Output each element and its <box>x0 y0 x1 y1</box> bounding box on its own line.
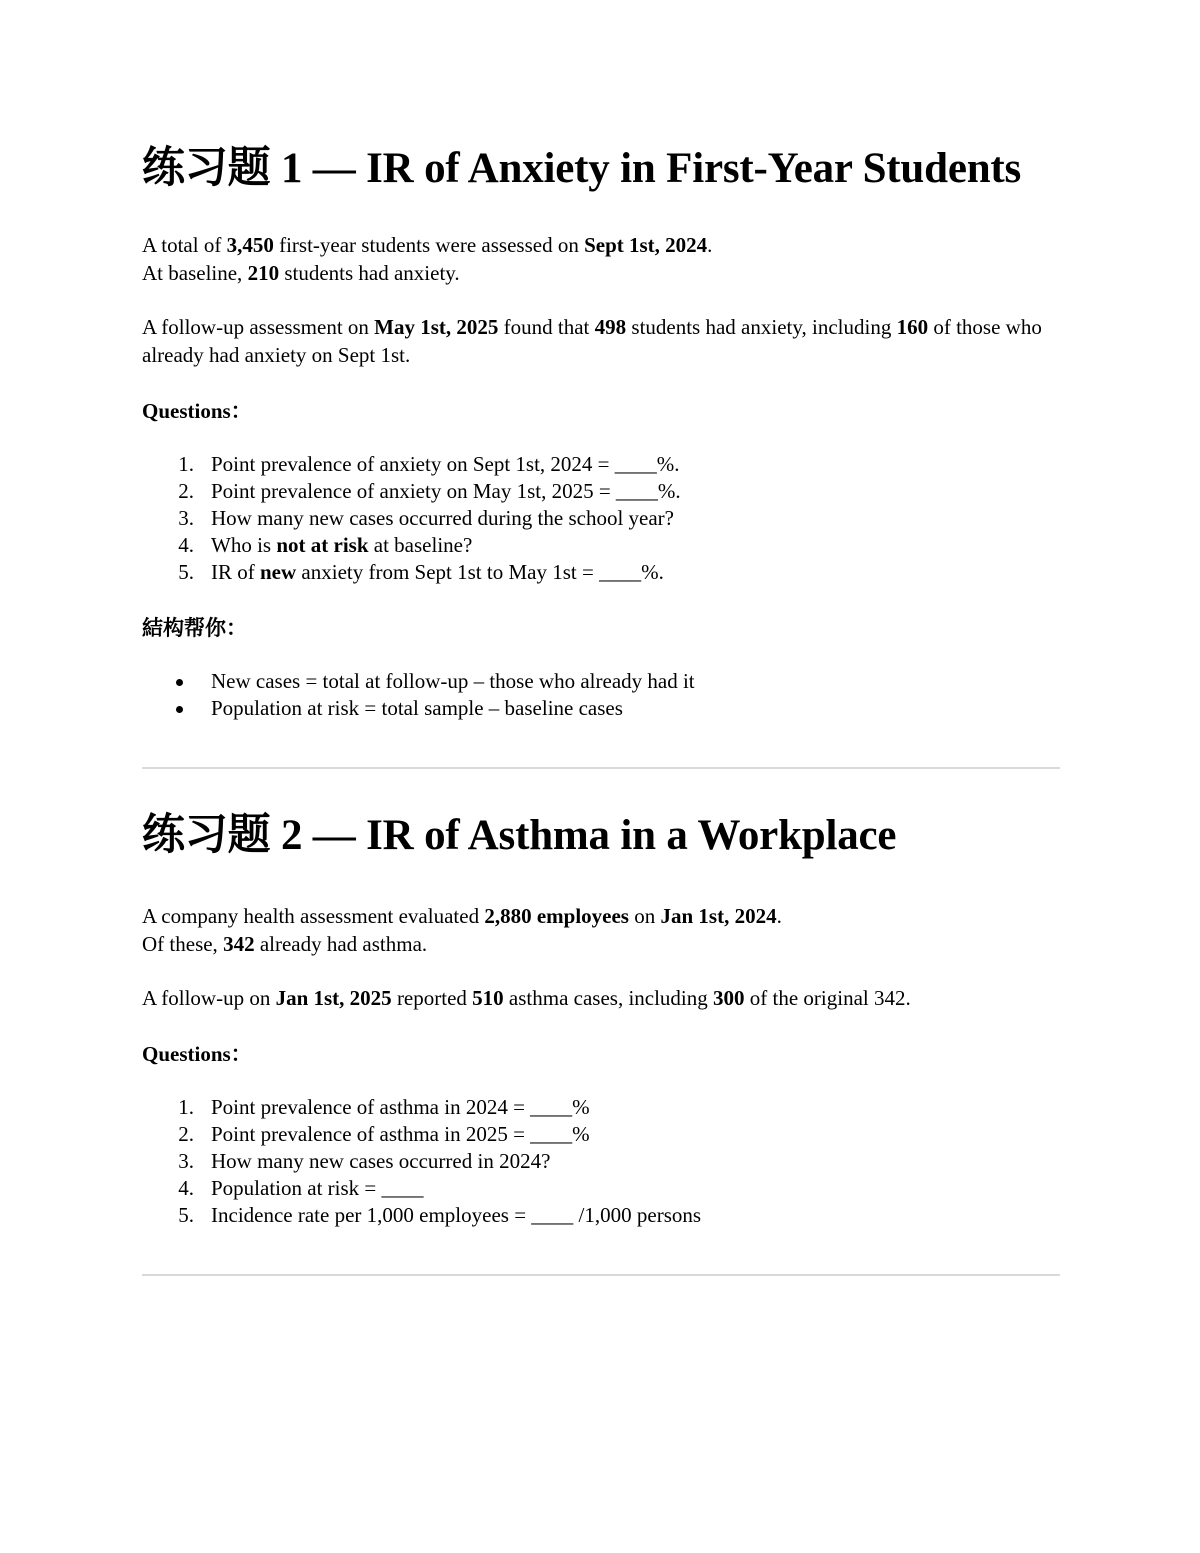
item-number: 4. <box>178 533 194 557</box>
question-text: Incidence rate per 1,000 employees = ____ /1,000 persons <box>211 1203 702 1227</box>
ex1-questions-list <box>142 451 1060 586</box>
list-item <box>142 1175 1060 1202</box>
text: A follow-up assessment on <box>142 315 375 339</box>
text: Of these, <box>142 932 224 956</box>
ex2-questions-list <box>142 1094 1060 1229</box>
helper-text: Population at risk = total sample – baseline cases <box>211 696 623 720</box>
item-number: 1. <box>178 452 194 476</box>
list-item <box>142 1094 1060 1121</box>
baseline-date: Jan 1st, 2024 <box>660 904 777 928</box>
list-item <box>142 1148 1060 1175</box>
question-text: Point prevalence of asthma in 2024 = ____% <box>211 1095 590 1119</box>
followup-cases: 510 <box>472 986 504 1010</box>
item-number: 1. <box>178 1095 194 1119</box>
exercise-2-title: 练习题 2 — IR of Asthma in a Workplace <box>142 812 897 859</box>
text: students had anxiety. <box>279 261 460 285</box>
ex1-helper-label <box>142 614 1060 642</box>
list-item <box>142 532 1060 559</box>
existing-cases: 300 <box>713 986 745 1010</box>
text: found that <box>498 315 595 339</box>
question-text: IR of <box>211 560 260 584</box>
item-number: 4. <box>178 1176 194 1200</box>
question-text: How many new cases occurred in 2024? <box>211 1149 551 1173</box>
item-number: 5. <box>178 1203 194 1227</box>
text: reported <box>391 986 473 1010</box>
text: first-year students were assessed on <box>273 233 585 257</box>
ex2-paragraph-2 <box>142 930 1060 958</box>
helper-text: New cases = total at follow-up – those who already had it <box>211 669 695 693</box>
item-number: 2. <box>178 479 194 503</box>
emphasis: new <box>260 560 297 584</box>
list-item <box>142 505 1060 532</box>
list-item <box>142 1202 1060 1229</box>
followup-date: May 1st, 2025 <box>374 315 499 339</box>
question-text: How many new cases occurred during the school year? <box>211 506 674 530</box>
employee-count: 2,880 employees <box>484 904 629 928</box>
question-text: Point prevalence of anxiety on May 1st, 2025 = ____%. <box>211 479 681 503</box>
followup-date: Jan 1st, 2025 <box>275 986 392 1010</box>
text: already had asthma. <box>254 932 428 956</box>
baseline-cases: 342 <box>223 932 255 956</box>
question-text: Who is <box>211 533 277 557</box>
text: students had anxiety, including <box>626 315 897 339</box>
list-item <box>142 478 1060 505</box>
text: A follow-up on <box>142 986 276 1010</box>
item-number: 5. <box>178 560 194 584</box>
text: on <box>628 904 661 928</box>
item-number: 2. <box>178 1122 194 1146</box>
ex1-paragraph-2 <box>142 259 1060 287</box>
ex2-questions-label <box>142 1040 1060 1068</box>
text: . <box>776 904 782 928</box>
text: of those who already had anxiety on Sept 1st. <box>142 315 1042 367</box>
emphasis: not at risk <box>276 533 369 557</box>
baseline-date: Sept 1st, 2024 <box>584 233 708 257</box>
item-number: 3. <box>178 1149 194 1173</box>
text: A company health assessment evaluated <box>142 904 485 928</box>
list-item <box>142 451 1060 478</box>
followup-cases: 498 <box>594 315 627 339</box>
ex2-paragraph-3 <box>142 984 1060 1012</box>
helper-heading: 結构帮你： <box>142 616 247 640</box>
ex1-paragraph-1 <box>142 231 1060 259</box>
question-text: anxiety from Sept 1st to May 1st = ____%. <box>296 560 664 584</box>
ex1-helper-list <box>142 668 1060 722</box>
question-text: Point prevalence of anxiety on Sept 1st, 2024 = ____%. <box>211 452 680 476</box>
text: At baseline, <box>142 261 248 285</box>
list-item <box>142 559 1060 586</box>
text: of the original 342. <box>744 986 911 1010</box>
bullet-icon <box>176 706 183 713</box>
section-divider <box>142 1274 1060 1276</box>
text: asthma cases, including <box>503 986 714 1010</box>
ex1-questions-label <box>142 397 1060 425</box>
question-text: Point prevalence of asthma in 2025 = ____% <box>211 1122 590 1146</box>
text: A total of <box>142 233 227 257</box>
ex1-paragraph-3 <box>142 313 1060 369</box>
text: . <box>707 233 713 257</box>
baseline-cases: 210 <box>247 261 280 285</box>
list-item <box>142 668 1060 695</box>
student-count: 3,450 <box>226 233 274 257</box>
list-item <box>142 1121 1060 1148</box>
questions-heading: Questions： <box>142 399 252 423</box>
list-item <box>142 695 1060 722</box>
bullet-icon <box>176 679 183 686</box>
ex2-paragraph-1 <box>142 902 1060 930</box>
question-text: at baseline? <box>368 533 473 557</box>
questions-heading: Questions： <box>142 1042 252 1066</box>
question-text: Population at risk = ____ <box>211 1176 424 1200</box>
document-content <box>142 140 1060 1276</box>
existing-cases: 160 <box>896 315 929 339</box>
exercise-1-title: 练习题 1 — IR of Anxiety in First-Year Students <box>142 145 1022 192</box>
item-number: 3. <box>178 506 194 530</box>
